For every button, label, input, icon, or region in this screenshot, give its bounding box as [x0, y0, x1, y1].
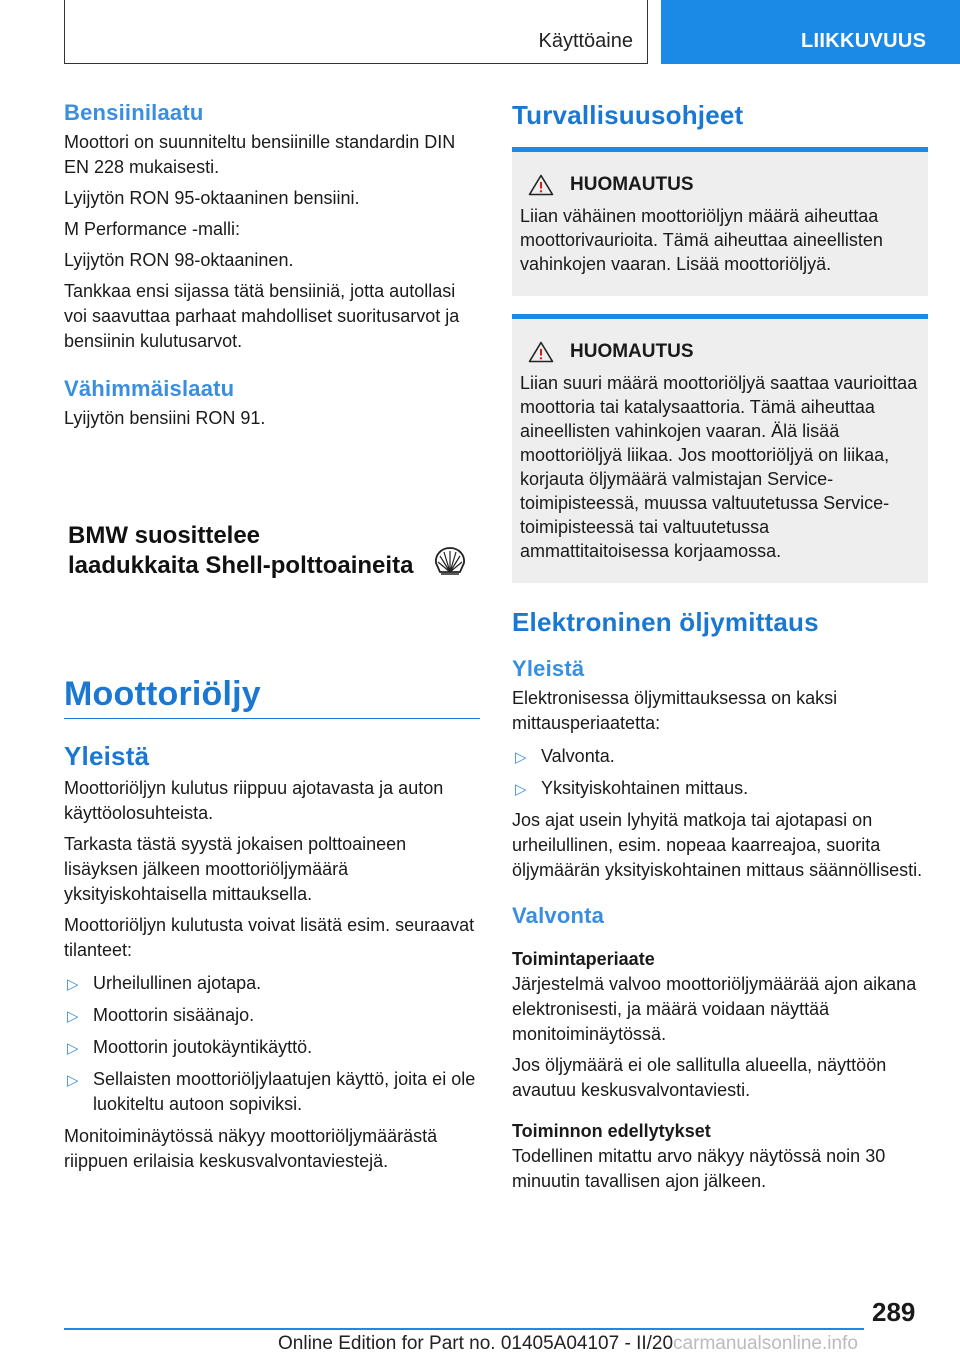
heading-moottorioljy: Moottoriöljy	[64, 675, 480, 719]
notice-label: HUOMAUTUS	[570, 174, 694, 195]
list-item: ▷ Yksityiskohtainen mittaus.	[512, 776, 928, 801]
paragraph: Tankkaa ensi sijassa tätä bensiiniä, jotta autollasi voi saavuttaa parhaat mahdolliset suoritusarvot ja bensiinin kulutusarvot.	[64, 281, 460, 351]
paragraph: Tarkasta tästä syystä jokaisen polttoaineen lisäyksen jälkeen moottoriöljymäärä yksityiskohtaisella mittauksella.	[64, 834, 407, 904]
paragraph: Jos öljymäärä ei ole sallitulla alueella, näyttöön avautuu keskusvalvontaviesti.	[512, 1055, 887, 1100]
shell-line-2: laadukkaita Shell-polttoaineita	[68, 552, 414, 579]
list-item: ▷ Moottorin joutokäyntikäyttö.	[64, 1035, 480, 1060]
paragraph: Moottori on suunniteltu bensiinille standardin DIN EN 228 mukaisesti.	[64, 132, 456, 177]
header-section-box	[64, 0, 648, 64]
triangle-right-icon: ▷	[67, 1072, 79, 1089]
notice-title	[520, 174, 920, 196]
paragraph: Jos ajat usein lyhyitä matkoja tai ajotapasi on urheilullinen, esim. nopeaa kaarreajoa, suorita öljymäärän yksityiskohtainen mittaus säännöllisesti.	[512, 810, 923, 880]
shell-recommendation	[68, 521, 480, 601]
page-number: 289	[872, 1297, 916, 1327]
list-item: ▷ Valvonta.	[512, 744, 928, 769]
paragraph: Elektronisessa öljymittauksessa on kaksi mittausperiaatetta:	[512, 688, 838, 733]
list-item: ▷ Moottorin sisäänajo.	[64, 1003, 480, 1028]
paragraph: Moottoriöljyn kulutusta voivat lisätä esim. seuraavat tilanteet:	[64, 915, 475, 960]
left-column	[64, 100, 480, 1182]
notice-text: Liian suuri määrä moottoriöljyä saattaa vaurioittaa moottoria tai katalysaattoria. Tämä aiheuttaa aineellisten vahinkojen vaaran. Älä lisää moottoriöljyä liikaa. Jos moottoriöljyä on liikaa, korjauta öljymäärä valmistajan Service-toimipisteessä, muussa valtuutetussa Service-toimipisteessä tai valtuutetussa ammattitaitoisessa korjaamossa.	[520, 373, 918, 561]
heading-yleista-right: Yleistä	[512, 656, 585, 681]
header-section-label: Käyttöaine	[538, 30, 633, 52]
shell-line-1: BMW suosittelee	[68, 522, 261, 549]
notice-box	[512, 314, 928, 583]
heading-vahimmaislaatu: Vähimmäislaatu	[64, 376, 235, 401]
heading-toiminnon-edellytykset: Toiminnon edellytykset	[512, 1121, 711, 1141]
paragraph: Lyijytön RON 98-oktaaninen.	[64, 250, 294, 270]
heading-valvonta: Valvonta	[512, 903, 605, 928]
notice-box	[512, 147, 928, 296]
triangle-right-icon: ▷	[67, 1008, 79, 1025]
right-column	[512, 100, 928, 1202]
heading-bensiinilaatu: Bensiinilaatu	[64, 100, 204, 125]
footer-edition: Online Edition for Part no. 01405A04107 - II/20carmanualsonline.info	[278, 1333, 858, 1354]
heading-turvallisuusohjeet: Turvallisuusohjeet	[512, 100, 744, 130]
triangle-right-icon: ▷	[515, 749, 527, 766]
paragraph: Monitoiminäytössä näkyy moottoriöljymäärästä riippuen erilaisia keskusvalvontaviestejä.	[64, 1126, 438, 1171]
heading-elektroninen-oljymittaus: Elektroninen öljymittaus	[512, 607, 819, 637]
bullet-list	[64, 971, 480, 1117]
paragraph: Lyijytön bensiini RON 91.	[64, 408, 266, 428]
watermark: carmanualsonline.info	[673, 1333, 858, 1354]
paragraph: Moottoriöljyn kulutus riippuu ajotavasta ja auton käyttöolosuhteista.	[64, 778, 444, 823]
header-chapter-tab	[661, 0, 960, 64]
triangle-right-icon: ▷	[67, 976, 79, 993]
list-item: ▷ Urheilullinen ajotapa.	[64, 971, 480, 996]
heading-yleista-left: Yleistä	[64, 741, 150, 771]
header-chapter-label: LIIKKUVUUS	[801, 30, 927, 52]
notice-title	[520, 341, 920, 363]
warning-triangle-icon	[528, 174, 554, 196]
shell-logo-icon	[433, 546, 467, 576]
notice-label: HUOMAUTUS	[570, 341, 694, 362]
footer-divider	[64, 1328, 864, 1330]
warning-triangle-icon	[528, 341, 554, 363]
paragraph: Järjestelmä valvoo moottoriöljymäärää ajon aikana elektronisesti, ja määrä voidaan näyttää monitoiminäytössä.	[512, 974, 917, 1044]
heading-toimintaperiaate: Toimintaperiaate	[512, 949, 655, 969]
paragraph: M Performance -malli:	[64, 219, 241, 239]
triangle-right-icon: ▷	[67, 1040, 79, 1057]
triangle-right-icon: ▷	[515, 781, 527, 798]
bullet-list	[512, 744, 928, 801]
paragraph: Lyijytön RON 95-oktaaninen bensiini.	[64, 188, 360, 208]
paragraph: Todellinen mitattu arvo näkyy näytössä noin 30 minuutin tavallisen ajon jälkeen.	[512, 1146, 886, 1191]
list-item: ▷ Sellaisten moottoriöljylaatujen käyttö, joita ei ole luokiteltu autoon sopiviksi.	[67, 1069, 476, 1114]
notice-text: Liian vähäinen moottoriöljyn määrä aiheuttaa moottorivaurioita. Tämä aiheuttaa aineellisten vahinkojen vaaran. Lisää moottoriöljyä.	[520, 206, 883, 274]
